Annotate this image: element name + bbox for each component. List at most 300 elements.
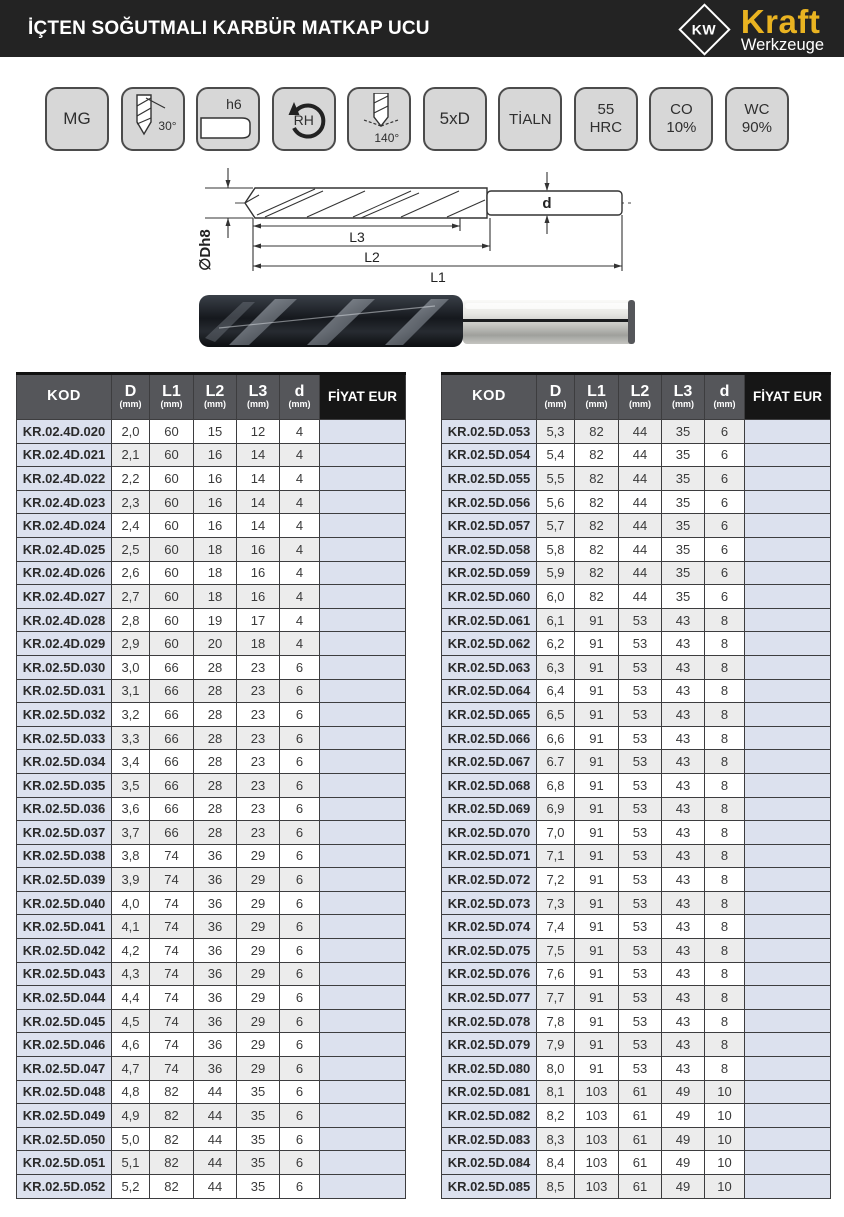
dimension-value: 35 — [237, 1175, 280, 1199]
price-cell — [320, 443, 406, 467]
dimension-value: 6,9 — [537, 797, 575, 821]
dimension-value: 43 — [662, 679, 705, 703]
product-code: KR.02.5D.060 — [442, 585, 537, 609]
product-code: KR.02.5D.071 — [442, 844, 537, 868]
dimension-value: 103 — [575, 1175, 619, 1199]
dimension-value: 60 — [150, 490, 194, 514]
dimension-value: 2,4 — [112, 514, 150, 538]
dimension-value: 4,8 — [112, 1080, 150, 1104]
product-code: KR.02.5D.081 — [442, 1080, 537, 1104]
dimension-value: 14 — [237, 443, 280, 467]
product-code: KR.02.4D.028 — [17, 608, 112, 632]
price-cell — [320, 1033, 406, 1057]
dimension-value: 43 — [662, 939, 705, 963]
table-row — [442, 632, 831, 656]
dimension-value: 8 — [705, 750, 745, 774]
product-code: KR.02.5D.032 — [17, 703, 112, 727]
dimension-value: 5,7 — [537, 514, 575, 538]
product-code: KR.02.5D.085 — [442, 1175, 537, 1199]
dimension-value: 5,3 — [537, 420, 575, 444]
price-cell — [320, 420, 406, 444]
price-cell — [320, 585, 406, 609]
dimension-value: 82 — [575, 420, 619, 444]
column-header-l3: L3 (mm) — [662, 374, 705, 420]
dimension-value: 18 — [194, 537, 237, 561]
icon-text: CO 10% — [666, 101, 697, 136]
price-cell — [745, 1057, 831, 1081]
dimension-value: 66 — [150, 773, 194, 797]
product-code: KR.02.5D.082 — [442, 1104, 537, 1128]
length-ratio-icon — [423, 87, 487, 151]
dimension-value: 53 — [619, 773, 662, 797]
dimension-value: 4,1 — [112, 915, 150, 939]
dimension-value: 53 — [619, 962, 662, 986]
column-header-price: FİYAT EUR — [320, 374, 406, 420]
dimension-value: 8 — [705, 655, 745, 679]
dimension-value: 103 — [575, 1080, 619, 1104]
price-cell — [745, 608, 831, 632]
dimension-value: 91 — [575, 608, 619, 632]
dimension-value: 43 — [662, 750, 705, 774]
dimension-value: 82 — [575, 561, 619, 585]
column-header-ds: d (mm) — [705, 374, 745, 420]
dimension-value: 49 — [662, 1175, 705, 1199]
price-cell — [320, 703, 406, 727]
dimension-value: 7,0 — [537, 821, 575, 845]
dimension-value: 2,2 — [112, 467, 150, 491]
product-code: KR.02.5D.078 — [442, 1009, 537, 1033]
dimension-value: 29 — [237, 915, 280, 939]
dimension-value: 49 — [662, 1127, 705, 1151]
dimension-value: 8 — [705, 773, 745, 797]
shank-tolerance-icon — [196, 87, 260, 151]
dimension-value: 6.7 — [537, 750, 575, 774]
dimension-value: 60 — [150, 514, 194, 538]
dimension-value: 4,2 — [112, 939, 150, 963]
column-header-ds: d (mm) — [280, 374, 320, 420]
dimension-value: 53 — [619, 655, 662, 679]
product-code: KR.02.5D.058 — [442, 537, 537, 561]
product-code: KR.02.5D.051 — [17, 1151, 112, 1175]
dimension-value: 8 — [705, 1057, 745, 1081]
dimension-value: 44 — [619, 561, 662, 585]
dimension-value: 44 — [619, 420, 662, 444]
table-row — [442, 561, 831, 585]
dimension-value: 43 — [662, 655, 705, 679]
dimension-value: 6 — [705, 443, 745, 467]
dimension-value: 29 — [237, 939, 280, 963]
dimension-value: 91 — [575, 986, 619, 1010]
price-cell — [320, 1080, 406, 1104]
dimension-value: 44 — [194, 1080, 237, 1104]
dimension-value: 29 — [237, 1033, 280, 1057]
dimension-value: 2,3 — [112, 490, 150, 514]
dimension-value: 6 — [280, 655, 320, 679]
product-code: KR.02.5D.069 — [442, 797, 537, 821]
dimension-value: 7,5 — [537, 939, 575, 963]
dimension-value: 36 — [194, 891, 237, 915]
dimension-value: 8 — [705, 986, 745, 1010]
dimension-value: 4,5 — [112, 1009, 150, 1033]
dimension-value: 66 — [150, 703, 194, 727]
product-code: KR.02.5D.067 — [442, 750, 537, 774]
dimension-value: 44 — [194, 1127, 237, 1151]
table-row — [442, 750, 831, 774]
dimension-value: 7,3 — [537, 891, 575, 915]
dimension-value: 49 — [662, 1080, 705, 1104]
dimension-value: 49 — [662, 1104, 705, 1128]
dimension-value: 7,7 — [537, 986, 575, 1010]
dimension-value: 53 — [619, 750, 662, 774]
price-cell — [745, 679, 831, 703]
price-cell — [745, 1033, 831, 1057]
price-cell — [745, 844, 831, 868]
dimension-value: 3,9 — [112, 868, 150, 892]
dimension-value: 8 — [705, 844, 745, 868]
dimension-value: 43 — [662, 821, 705, 845]
price-cell — [320, 773, 406, 797]
dimension-value: 20 — [194, 632, 237, 656]
product-code: KR.02.5D.056 — [442, 490, 537, 514]
dimension-value: 7,1 — [537, 844, 575, 868]
product-photo — [195, 288, 640, 356]
table-row — [17, 868, 406, 892]
product-code: KR.02.4D.021 — [17, 443, 112, 467]
spec-table-right — [441, 372, 831, 1199]
product-code: KR.02.5D.041 — [17, 915, 112, 939]
product-code: KR.02.5D.045 — [17, 1009, 112, 1033]
price-cell — [745, 420, 831, 444]
dimension-value: 6 — [280, 1127, 320, 1151]
dimension-value: 6 — [280, 1033, 320, 1057]
product-code: KR.02.5D.034 — [17, 750, 112, 774]
price-cell — [745, 467, 831, 491]
dimension-value: 2,7 — [112, 585, 150, 609]
dimension-value: 74 — [150, 1033, 194, 1057]
dimension-value: 103 — [575, 1104, 619, 1128]
dimension-value: 4,7 — [112, 1057, 150, 1081]
product-code: KR.02.4D.023 — [17, 490, 112, 514]
price-cell — [745, 632, 831, 656]
dimension-value: 8,3 — [537, 1127, 575, 1151]
l1-label: L1 — [430, 269, 446, 285]
dimension-value: 61 — [619, 1151, 662, 1175]
dimension-value: 43 — [662, 1033, 705, 1057]
dimension-value: 82 — [150, 1080, 194, 1104]
dimension-value: 5,0 — [112, 1127, 150, 1151]
product-code: KR.02.5D.072 — [442, 868, 537, 892]
dimension-value: 2,6 — [112, 561, 150, 585]
table-row — [442, 773, 831, 797]
dimension-value: 6 — [280, 1057, 320, 1081]
table-row — [442, 962, 831, 986]
icon-text: WC 90% — [741, 101, 772, 136]
dimension-value: 23 — [237, 797, 280, 821]
dimension-value: 8 — [705, 797, 745, 821]
dimension-value: 28 — [194, 821, 237, 845]
dimension-value: 44 — [619, 443, 662, 467]
dimension-value: 8 — [705, 703, 745, 727]
dimension-value: 2,9 — [112, 632, 150, 656]
dimension-value: 53 — [619, 679, 662, 703]
dimension-value: 53 — [619, 797, 662, 821]
dimension-value: 5,9 — [537, 561, 575, 585]
column-header-l2: L2 (mm) — [194, 374, 237, 420]
dimension-value: 44 — [194, 1151, 237, 1175]
dimension-value: 91 — [575, 726, 619, 750]
dimension-value: 16 — [237, 561, 280, 585]
dimension-value: 8 — [705, 679, 745, 703]
dimension-value: 6 — [280, 962, 320, 986]
dimension-value: 82 — [150, 1151, 194, 1175]
product-code: KR.02.5D.038 — [17, 844, 112, 868]
dimension-value: 19 — [194, 608, 237, 632]
dimension-value: 43 — [662, 986, 705, 1010]
table-row — [442, 420, 831, 444]
product-code: KR.02.5D.063 — [442, 655, 537, 679]
dimension-value: 6,2 — [537, 632, 575, 656]
dimension-value: 28 — [194, 655, 237, 679]
table-row — [442, 655, 831, 679]
table-row — [442, 703, 831, 727]
dimension-value: 6 — [280, 750, 320, 774]
table-row — [17, 1151, 406, 1175]
dimension-value: 8 — [705, 891, 745, 915]
price-cell — [320, 632, 406, 656]
dimension-value: 6 — [705, 467, 745, 491]
dimension-value: 28 — [194, 726, 237, 750]
icon-text: TİALN — [509, 110, 552, 128]
product-code: KR.02.5D.035 — [17, 773, 112, 797]
dimension-value: 66 — [150, 655, 194, 679]
dimension-value: 5,2 — [112, 1175, 150, 1199]
dimension-value: 8 — [705, 939, 745, 963]
dimension-value: 8 — [705, 962, 745, 986]
dimension-value: 36 — [194, 1057, 237, 1081]
dimension-value: 74 — [150, 915, 194, 939]
dimension-value: 6,4 — [537, 679, 575, 703]
table-row — [442, 490, 831, 514]
price-cell — [745, 490, 831, 514]
dimension-value: 53 — [619, 726, 662, 750]
dimension-value: 10 — [705, 1080, 745, 1104]
price-cell — [745, 939, 831, 963]
dimension-value: 6,3 — [537, 655, 575, 679]
price-cell — [320, 561, 406, 585]
dimension-value: 10 — [705, 1175, 745, 1199]
product-code: KR.02.5D.059 — [442, 561, 537, 585]
table-row — [17, 443, 406, 467]
price-cell — [745, 1104, 831, 1128]
dimension-value: 8,5 — [537, 1175, 575, 1199]
price-cell — [745, 726, 831, 750]
dimension-value: 8 — [705, 608, 745, 632]
table-row — [442, 1080, 831, 1104]
table-row — [17, 939, 406, 963]
dimension-value: 6 — [280, 703, 320, 727]
dimension-value: 23 — [237, 679, 280, 703]
dimension-value: 60 — [150, 585, 194, 609]
product-code: KR.02.5D.049 — [17, 1104, 112, 1128]
dimension-value: 35 — [662, 443, 705, 467]
dimension-value: 74 — [150, 844, 194, 868]
dimension-value: 74 — [150, 1057, 194, 1081]
dimension-value: 29 — [237, 844, 280, 868]
dimension-value: 43 — [662, 773, 705, 797]
dimension-value: 91 — [575, 750, 619, 774]
table-row — [442, 467, 831, 491]
product-code: KR.02.5D.079 — [442, 1033, 537, 1057]
dimension-value: 6 — [280, 844, 320, 868]
dimension-value: 91 — [575, 703, 619, 727]
dimension-value: 29 — [237, 986, 280, 1010]
table-row — [17, 1009, 406, 1033]
price-cell — [320, 915, 406, 939]
price-cell — [745, 1151, 831, 1175]
dimension-value: 6 — [705, 537, 745, 561]
dimension-value: 43 — [662, 1009, 705, 1033]
dimension-value: 74 — [150, 891, 194, 915]
table-row — [442, 537, 831, 561]
dimension-value: 23 — [237, 750, 280, 774]
dimension-value: 103 — [575, 1127, 619, 1151]
dimension-value: 29 — [237, 868, 280, 892]
table-row — [442, 939, 831, 963]
dimension-value: 66 — [150, 797, 194, 821]
table-row — [442, 986, 831, 1010]
dimension-value: 82 — [575, 514, 619, 538]
product-code: KR.02.5D.061 — [442, 608, 537, 632]
product-code: KR.02.5D.080 — [442, 1057, 537, 1081]
product-code: KR.02.5D.062 — [442, 632, 537, 656]
dimension-value: 28 — [194, 797, 237, 821]
table-row — [442, 443, 831, 467]
dimension-value: 53 — [619, 632, 662, 656]
dimension-value: 8 — [705, 1033, 745, 1057]
dimension-value: 29 — [237, 962, 280, 986]
dimension-value: 28 — [194, 773, 237, 797]
dimension-value: 82 — [575, 443, 619, 467]
dimension-value: 35 — [662, 420, 705, 444]
dimension-value: 74 — [150, 1009, 194, 1033]
dimension-value: 82 — [150, 1175, 194, 1199]
dimension-value: 60 — [150, 608, 194, 632]
table-row — [17, 490, 406, 514]
column-header-l2: L2 (mm) — [619, 374, 662, 420]
dimension-value: 23 — [237, 773, 280, 797]
price-cell — [320, 986, 406, 1010]
dimension-value: 91 — [575, 679, 619, 703]
dimension-value: 29 — [237, 1057, 280, 1081]
table-header-row — [442, 374, 831, 420]
dimension-value: 5,4 — [537, 443, 575, 467]
dimension-value: 8 — [705, 915, 745, 939]
dimension-value: 16 — [194, 443, 237, 467]
table-row — [442, 1033, 831, 1057]
dimension-value: 3,4 — [112, 750, 150, 774]
dimension-value: 53 — [619, 868, 662, 892]
price-cell — [745, 1127, 831, 1151]
dimension-value: 53 — [619, 1033, 662, 1057]
table-row — [17, 844, 406, 868]
column-header-price: FİYAT EUR — [745, 374, 831, 420]
product-code: KR.02.5D.033 — [17, 726, 112, 750]
dimension-value: 4,9 — [112, 1104, 150, 1128]
dimension-value: 44 — [619, 537, 662, 561]
dimension-value: 43 — [662, 915, 705, 939]
dimension-value: 8,2 — [537, 1104, 575, 1128]
table-row — [17, 962, 406, 986]
price-cell — [745, 1009, 831, 1033]
price-cell — [320, 1009, 406, 1033]
dimension-value: 91 — [575, 821, 619, 845]
dimension-value: 36 — [194, 1009, 237, 1033]
dimension-value: 44 — [619, 585, 662, 609]
dimension-value: 4 — [280, 490, 320, 514]
product-code: KR.02.5D.037 — [17, 821, 112, 845]
dimension-value: 74 — [150, 962, 194, 986]
dimension-value: 82 — [150, 1104, 194, 1128]
dimension-value: 91 — [575, 891, 619, 915]
dimension-value: 16 — [237, 537, 280, 561]
dimension-value: 53 — [619, 844, 662, 868]
dimension-value: 53 — [619, 1057, 662, 1081]
icon-text: 30° — [158, 119, 177, 133]
dimension-value: 49 — [662, 1151, 705, 1175]
dimension-value: 3,8 — [112, 844, 150, 868]
dimension-value: 3,7 — [112, 821, 150, 845]
dimension-value: 36 — [194, 868, 237, 892]
dimension-value: 82 — [575, 537, 619, 561]
dimension-value: 43 — [662, 891, 705, 915]
dimension-value: 43 — [662, 703, 705, 727]
table-row — [17, 1127, 406, 1151]
price-cell — [320, 939, 406, 963]
shank-diameter-label: d — [542, 195, 552, 212]
price-cell — [320, 1104, 406, 1128]
dimension-value: 3,2 — [112, 703, 150, 727]
dimension-value: 8 — [705, 821, 745, 845]
dimension-value: 43 — [662, 1057, 705, 1081]
table-row — [17, 420, 406, 444]
product-code: KR.02.4D.029 — [17, 632, 112, 656]
column-header-d: D (mm) — [112, 374, 150, 420]
dimension-value: 44 — [619, 467, 662, 491]
dimension-value: 66 — [150, 726, 194, 750]
dimension-value: 6 — [280, 797, 320, 821]
dimension-value: 4,4 — [112, 986, 150, 1010]
dimension-value: 53 — [619, 1009, 662, 1033]
dimension-value: 53 — [619, 939, 662, 963]
dimension-value: 4 — [280, 537, 320, 561]
dimension-value: 61 — [619, 1104, 662, 1128]
table-row — [17, 1104, 406, 1128]
dimension-value: 53 — [619, 703, 662, 727]
table-row — [17, 703, 406, 727]
dimension-value: 3,3 — [112, 726, 150, 750]
coating-icon — [498, 87, 562, 151]
point-angle-icon — [347, 87, 411, 151]
dimension-value: 23 — [237, 821, 280, 845]
dimension-value: 60 — [150, 443, 194, 467]
dimension-value: 4 — [280, 443, 320, 467]
price-cell — [745, 703, 831, 727]
dimension-value: 4 — [280, 514, 320, 538]
dimension-value: 29 — [237, 1009, 280, 1033]
dimension-value: 103 — [575, 1151, 619, 1175]
dimension-value: 91 — [575, 632, 619, 656]
dimension-value: 35 — [662, 514, 705, 538]
